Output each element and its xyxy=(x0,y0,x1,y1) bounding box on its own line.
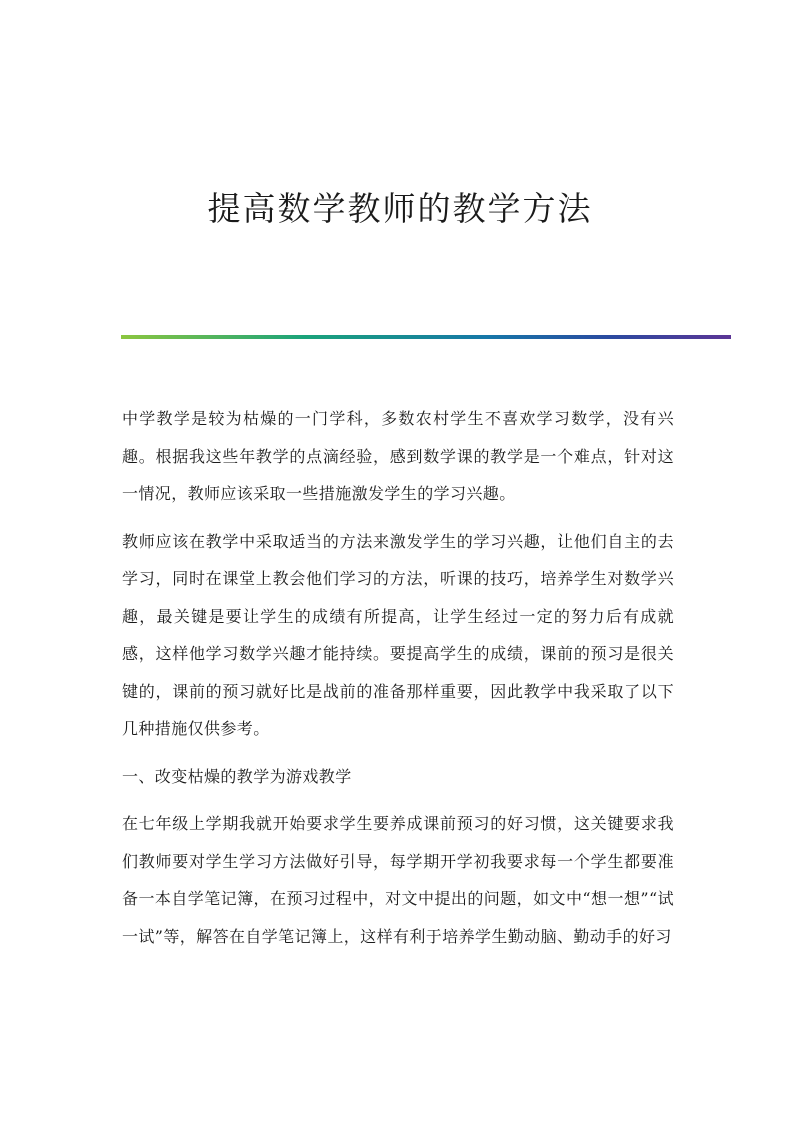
title-divider xyxy=(121,335,731,339)
method-paragraph: 教师应该在教学中采取适当的方法来激发学生的学习兴趣，让他们自主的去学习，同时在课堂上教会他们学习的方法，听课的技巧，培养学生对数学兴趣，最关键是要让学生的成绩有所提高，让学生经过一定的努力后有成就感，这样他学习数学兴趣才能持续。要提高学生的成绩，课前的预习是很关键的，课前的预习就好比是战前的准备那样重要，因此教学中我采取了以下几种措施仅供参考。 xyxy=(122,531,674,738)
document-body xyxy=(122,400,674,965)
intro-paragraph: 中学教学是较为枯燥的一门学科，多数农村学生不喜欢学习数学，没有兴趣。根据我这些年教学的点滴经验，感到数学课的教学是一个难点，针对这一情况，教师应该采取一些措施激发学生的学习兴趣。 xyxy=(122,409,674,503)
section-heading: 一、改变枯燥的教学为游戏教学 xyxy=(122,766,352,786)
document-title: 提高数学教师的教学方法 xyxy=(207,189,593,228)
section-paragraph: 在七年级上学期我就开始要求学生要养成课前预习的好习惯，这关键要求我们教师要对学生学习方法做好引导，每学期开学初我要求每一个学生都要准备一本自学笔记簿，在预习过程中，对文中提出的问题，如文中“想一想”“试一试”等，解答在自学笔记簿上，这样有利于培养学生勤动脑、勤动手的好习 xyxy=(122,814,674,946)
